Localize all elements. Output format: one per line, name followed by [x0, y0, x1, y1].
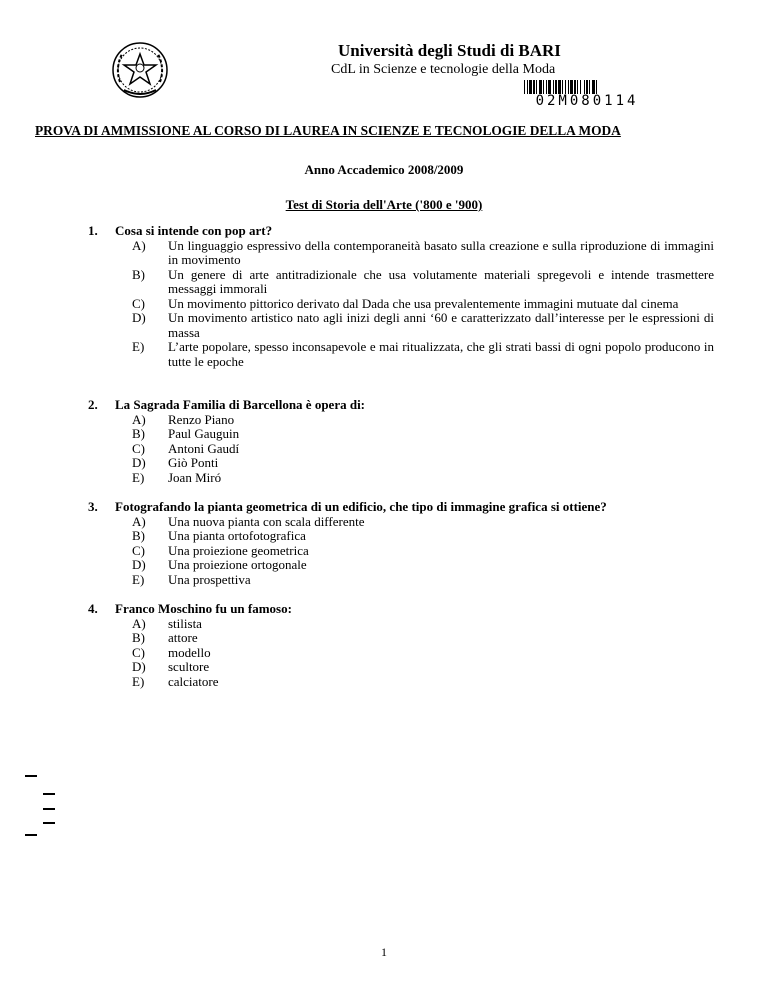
answer-letter: B) — [132, 630, 145, 645]
question-text — [88, 224, 714, 239]
answer-option — [88, 646, 714, 661]
answer-letter: A) — [132, 513, 146, 529]
answer-list — [88, 413, 714, 486]
margin-tick — [25, 775, 37, 777]
answer-letter: D) — [132, 310, 146, 325]
question-2 — [88, 398, 714, 485]
barcode — [524, 80, 650, 94]
margin-tick — [43, 793, 55, 795]
answer-text: Joan Miró — [168, 469, 222, 485]
answer-letter: D) — [132, 557, 146, 572]
answer-option — [88, 311, 714, 340]
answer-text: Renzo Piano — [168, 411, 235, 427]
answer-letter: C) — [132, 295, 145, 311]
question-label: La Sagrada Familia di Barcellona è opera di: — [115, 397, 366, 412]
question-3 — [88, 500, 714, 587]
barcode-number: 02M080114 — [535, 93, 639, 109]
answer-option — [88, 471, 714, 486]
answer-text: Antoni Gaudí — [168, 440, 240, 456]
margin-tick — [43, 822, 55, 824]
answer-letter: C) — [132, 542, 145, 558]
question-4 — [88, 602, 714, 689]
answer-letter: A) — [132, 615, 146, 631]
answer-text: Giò Ponti — [168, 455, 219, 470]
answer-list — [88, 617, 714, 690]
answer-letter: B) — [132, 266, 145, 282]
answer-option — [88, 340, 714, 369]
answer-option — [88, 268, 714, 297]
answer-text: Una prospettiva — [168, 571, 251, 587]
answer-option — [88, 660, 714, 675]
question-text — [88, 398, 714, 413]
answer-option — [88, 573, 714, 588]
academic-year: Anno Accademico 2008/2009 — [304, 162, 464, 177]
university-name: Università degli Studi di BARI — [338, 41, 561, 60]
answer-text: Una proiezione geometrica — [168, 542, 309, 558]
answer-option — [88, 515, 714, 530]
answer-letter: B) — [132, 528, 145, 543]
question-text — [88, 500, 714, 515]
answer-text: calciatore — [168, 673, 219, 689]
answer-letter: D) — [132, 455, 146, 470]
question-number: 2. — [88, 397, 98, 412]
answer-text: Una proiezione ortogonale — [168, 557, 307, 572]
answer-option — [88, 413, 714, 428]
answer-option — [88, 529, 714, 544]
course-name: CdL in Scienze e tecnologie della Moda — [331, 62, 556, 77]
answer-option — [88, 544, 714, 559]
answer-list — [88, 515, 714, 588]
answer-list — [88, 239, 714, 370]
answer-option — [88, 558, 714, 573]
question-label: Cosa si intende con pop art? — [115, 223, 273, 238]
answer-letter: C) — [132, 440, 145, 456]
answer-text: Una pianta ortofotografica — [168, 528, 306, 543]
answer-text: L’arte popolare, spesso inconsapevole e mai ritualizzata, che gli strati bassi di ogni popolo producono in tutte le epoche — [168, 339, 714, 369]
answer-option — [88, 631, 714, 646]
test-title: Test di Storia dell'Arte ('800 e '900) — [285, 197, 483, 212]
answer-letter: E) — [132, 469, 145, 485]
answer-text: Un genere di arte antitradizionale che usa volutamente materiali spregevoli e intende trasmettere messaggi immorali — [168, 266, 714, 296]
document-title: PROVA DI AMMISSIONE AL CORSO DI LAUREA IN SCIENZE E TECNOLOGIE DELLA MODA — [35, 123, 621, 138]
answer-text: Paul Gauguin — [168, 426, 240, 441]
answer-text: scultore — [168, 659, 210, 674]
answer-letter: A) — [132, 411, 146, 427]
margin-tick — [43, 808, 55, 810]
answer-option — [88, 456, 714, 471]
answer-text: Una nuova pianta con scala differente — [168, 513, 365, 529]
answer-text: modello — [168, 644, 211, 660]
answer-text: Un linguaggio espressivo della contemporaneità basato sulla creazione e sulla riproduzione di immagini in movimento — [168, 237, 714, 267]
page-number: 1 — [381, 945, 387, 959]
answer-text: Un movimento pittorico derivato dal Dada che usa prevalentemente immagini mutuate dal cinema — [168, 295, 679, 311]
answer-text: stilista — [168, 615, 202, 631]
answer-letter: E) — [132, 571, 145, 587]
answer-letter: A) — [132, 237, 146, 253]
answer-option — [88, 617, 714, 632]
margin-tick — [25, 834, 37, 836]
answer-letter: E) — [132, 339, 145, 354]
answer-text: Un movimento artistico nato agli inizi degli anni ‘60 e caratterizzato dall’interesse per le espressioni di massa — [168, 310, 714, 340]
answer-letter: B) — [132, 426, 145, 441]
question-number: 3. — [88, 499, 98, 514]
republic-emblem-icon — [110, 40, 170, 100]
question-number: 1. — [88, 223, 98, 238]
answer-option — [88, 442, 714, 457]
question-1 — [88, 224, 714, 369]
answer-option — [88, 427, 714, 442]
answer-option — [88, 239, 714, 268]
answer-option — [88, 675, 714, 690]
question-text — [88, 602, 714, 617]
question-label: Fotografando la pianta geometrica di un edificio, che tipo di immagine grafica si ottiene? — [115, 499, 607, 514]
question-label: Franco Moschino fu un famoso: — [115, 601, 292, 616]
answer-text: attore — [168, 630, 198, 645]
answer-letter: C) — [132, 644, 145, 660]
question-number: 4. — [88, 601, 98, 616]
answer-option — [88, 297, 714, 312]
answer-letter: D) — [132, 659, 146, 674]
answer-letter: E) — [132, 673, 145, 689]
